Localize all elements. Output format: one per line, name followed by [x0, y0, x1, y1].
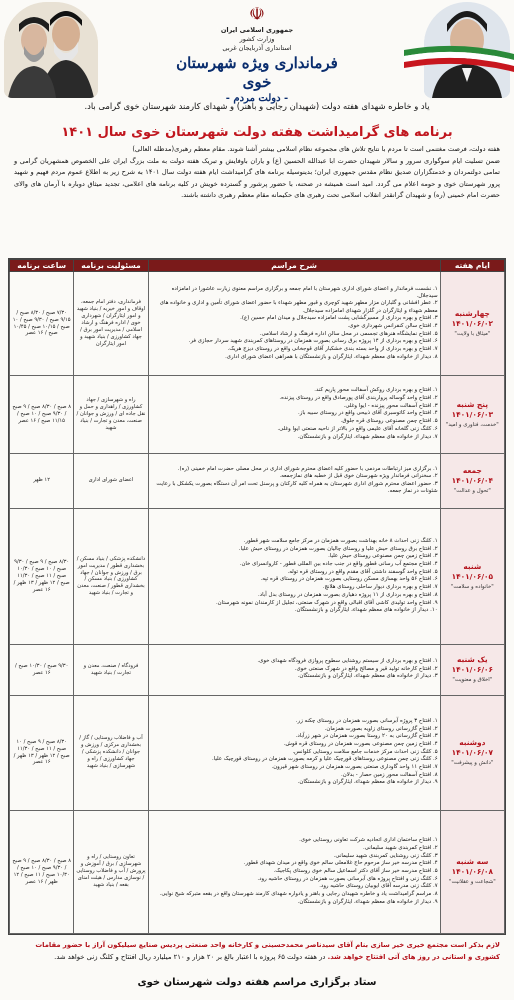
- program-item: ۶. کلنگ زنی و افتتاح پروژه های آبرسانی بصورت همزمان در روستای حاشیه رود.: [257, 875, 438, 882]
- table-row: [10, 453, 505, 509]
- time-cell: ۸/۳۰ صبح / ۹ صبح / ۱۰ صبح / ۱۱ صبح / ۱۱/۳۰ صبح / ۱۲ ظهر / ۱۳ ظهر / ۱۶ عصر: [10, 695, 74, 810]
- program-item: ۲. افتتاح گازرسانی روستای زاویه بصورت همزمان.: [324, 725, 438, 732]
- program-item: ۸. دیدار از خانواده های معظم شهداء، ایثارگران و بازنشستگان با همراهی اعضای شورای اداری.: [225, 353, 438, 360]
- program-item: ۳. کلنگ زنی روشنایی کمربندی شهید سلیمانی.: [333, 852, 438, 859]
- program-item: ۷. افتتاح و بهره برداری دیوار ساحلی روستای هلانچ.: [322, 584, 438, 591]
- program-item: ۱. افتتاح ۳ پروژه آبرسانی بصورت همزمان در روستای چکنه زر.: [295, 717, 438, 724]
- country-name: جمهوری اسلامی ایران: [220, 26, 294, 34]
- program-item: ۲. عطر افشانی و گلباران مزار مطهر شهید کوچری و قبور مطهر شهداء با حضور اعضای شورای تأمین و اداری و خانواده های معظم شهداء و ایثارگران در گلزار شهدای امامزاده سیدجلال.: [159, 300, 438, 314]
- footer-signature: ستاد برگزاری مراسم هفته دولت شهرستان خوی: [137, 977, 377, 988]
- time-cell: ۸/۳۰ صبح / ۹ صبح / ۹/۳۰ صبح / ۱۰ صبح / ۱۰/۳۰ صبح / ۱۱ صبح / ۱۱/۳۰ صبح / ۱۲ ظهر / ۱۳ ظهر / ۱۶ عصر: [10, 509, 74, 645]
- province-office: استانداری آذربایجان غربی: [222, 44, 292, 52]
- table-row: [10, 272, 505, 376]
- day-date: ۱۴۰۱/۰۶/۰۳: [451, 409, 494, 419]
- program-item: ۶. کلنگ زنی گلخانه آقای علیمی واقع در بالاتر از ناحیه صنعتی ایوا وغلی.: [277, 425, 438, 432]
- intro-paragraph: ضمن تسلیت ایام سوگواری سرور و سالار شهیدان حضرت ابا عبدالله الحسین (ع) و یاران باوفایش و تبریک هفته دولت به ملت بزرگ ایران علی الخصوص همشهریان گرامی و تمامی دولتمردان و خدمتگزاران صدیق نظام مقدس جمهوری ایران؛ بدینوسیله برنامه های گرامیداشت ایام هفته دولت سال ۱۴۰۱ به شرح زیر به اطلاع عموم مردم فهیم و شهید پرور شهرستان خوی و حومه اعلام می گردد. امید است همیشه در صحنه، با حضور پرشور و گسترده خویش در کلیه برنامه های اعلامی، تجدید میثاق دوباره با آرمان های والای حضرت امام خمینی (ره) و شهیدان گرانقدر انقلاب اسلامی تحت رهبری های حکیمانه مقام معظم رهبری داشته باشند.: [14, 156, 501, 200]
- day-cell: [440, 695, 504, 810]
- day-date: ۱۴۰۱/۰۶/۰۵: [451, 571, 494, 581]
- responsible-cell: فرمانداری، دفتر امام جمعه، اوقاف و امور خیریه / بنیاد شهید و امور ایثارگران / شهرداری خوی / اداره فرهنگ و ارشاد اسلامی / مدیریت امور برق / جهاد کشاورزی / بنیاد شهید و امور ایثارگران: [74, 272, 148, 376]
- program-item: ۷. افتتاح ۱۱ واحد گاوداری صنعتی بصورت همزمان در روستای شهر قیرون.: [271, 764, 438, 771]
- day-name: شنبه: [463, 561, 482, 571]
- day-date: ۱۴۰۱/۰۶/۰۲: [451, 319, 494, 329]
- program-cell: [148, 810, 440, 933]
- day-date: ۱۴۰۱/۰۶/۰۷: [451, 748, 494, 758]
- program-item: ۹. افتتاح واحد تولیدی کاشی آقای اقبالی واقع در شهرک صنعتی، تجلیل از کارمندان نمونه شهرستان.: [215, 599, 438, 606]
- program-item: ۹. دیدار از خانواده های معظم شهداء، ایثارگران و بازنشستگان.: [297, 898, 438, 905]
- program-item: ۵. کلنگ زنی احداث مرکز خدمات جامع سلامت روستایی کلوانس.: [292, 748, 438, 755]
- program-item: ۱. افتتاح ساختمان اداری اتحادیه شرکت تعاونی روستایی خوی.: [299, 837, 438, 844]
- program-item: ۱. کلنگ زنی احداث ۸ خانه بهداشت بصورت همزمان در مرکز جامع سلامت شهر قطور.: [243, 537, 438, 544]
- program-cell: [148, 644, 440, 695]
- program-item: ۴. افتتاح مجتمع آب رسانی قطور واقع در جنب جاده بین المللی قطور - کاروانسرای خان.: [239, 561, 438, 568]
- ministry-name: وزارت کشور: [239, 35, 275, 43]
- memorial-line: یاد و خاطره شهدای هفته دولت (شهیدان رجایی و باهنر) و شهدای کارمند شهرستان خوی گرامی باد.: [84, 101, 430, 111]
- program-item: ۱۰. دیدار از خانواده های معظم شهداء، ایثارگران و بازنشستگان.: [294, 607, 438, 614]
- time-cell: ۸ صبح / ۸/۳۰ صبح / ۹ صبح / ۹/۳۰ صبح / ۱۰ صبح / ۱۰/۳۰ صبح / ۱۱ صبح / ۱۲ ظهر / ۱۶ عصر: [10, 810, 74, 933]
- day-theme: "خانواده و سلامت": [450, 583, 494, 590]
- table-body: [10, 272, 505, 934]
- program-item: ۴. افتتاح سالن کنفرانس شهرداری خوی.: [347, 323, 438, 330]
- intro-text: [14, 144, 500, 202]
- day-name: سه شنبه: [456, 857, 489, 867]
- program-item: ۳. دیدار از خانواده های معظم شهداء، ایثارگران و بازنشستگان.: [297, 673, 438, 680]
- day-theme: "تحول و عدالت": [453, 488, 491, 495]
- program-item: ۴. افتتاح مدرسه خیر ساز مرحوم حاج غلامعلی سالم خوی واقع در میدان شهدای قطور.: [243, 860, 438, 867]
- program-item: ۷. دیدار از خانواده های معظم شهداء، ایثارگران و بازنشستگان.: [297, 433, 438, 440]
- header-program: شرح مراسم: [148, 260, 440, 272]
- header-time: ساعت برنامه: [10, 260, 74, 272]
- program-item: ۶. کلنگ زنی چمن مصنوعی روستاهای قورچیک علیا و کرمه بصورت همزمان در روستای قورچیک علیا.: [212, 756, 438, 763]
- program-item: ۴. افتتاح واحد کاتوسبری آقای ذبیحی واقع در روستای سبیه باز.: [298, 410, 438, 417]
- program-item: ۴. افتتاح زمین چمن مصنوعی بصورت همزمان در روستای قره قوش.: [283, 740, 438, 747]
- program-item: ۳. افتتاح گازرسانی به ۲۰ روستا بصورت همزمان در شهر زرآباد.: [295, 733, 438, 740]
- intro-quote: هفته دولت، فرصت مغتنمی است تا مردم با نتایج تلاش های مجموعه نظام اسلامی بیشتر آشنا شوند. مقام معظم رهبری(مدظله العالی): [132, 145, 500, 153]
- page-header: [0, 0, 514, 112]
- program-item: ۳. افتتاح و بهره برداری از مسیرگشایی پشت امامزاده سیدجلال و میدان امام حسین (ع).: [240, 315, 438, 322]
- header-day: ایام هفته: [440, 260, 504, 272]
- program-item: ۸. افتتاح آسفالت محور زمین حصار - بدلان.: [341, 771, 438, 778]
- portrait-image-left: [4, 2, 98, 98]
- program-item: ۵. افتتاح واحد گوسفند داشتی آقای مقدم واقع در روستای قره توله.: [287, 568, 438, 575]
- day-theme: "دانش و پیشرفت": [451, 760, 494, 767]
- program-item: ۹. دیدار از خانواده های معظم شهداء، ایثارگران و بازنشستگان.: [297, 779, 438, 786]
- program-item: ۸. افتتاح و بهره برداری از ۱۱ پروژه دهیاری بصورت همزمان در روستای بدل آباد.: [257, 591, 438, 598]
- footer-note-line2: در هفته دولت ۶۵ پروژه با اعتبار بالغ بر ۲۰ هزار و ۲۱۰ میلیارد ریال افتتاح و کلنگ زنی خواهد شد.: [54, 952, 326, 961]
- header-responsible: مسئولیت برنامه: [74, 260, 148, 272]
- responsible-cell: دانشکده پزشکی / بنیاد مسکن / بخشداری قطور / مدیریت امور برق / ورزش و جوانان / جهاد کشاورزی / بنیاد مسکن / بخشداری قطور / صنعت، معدن و تجارت / بنیاد شهید: [74, 509, 148, 645]
- flag-ribbon: [404, 44, 514, 80]
- program-item: ۳. افتتاح زمین چمن مصنوعی روستای حیش علیا.: [328, 553, 438, 560]
- program-item: ۲. افتتاح برق روستای حیش علیا و روستای چالیان بصورت همزمان در روستای حیش علیا.: [238, 545, 438, 552]
- day-date: ۱۴۰۱/۰۶/۰۶: [451, 665, 494, 675]
- program-item: ۷. افتتاح و بهره برداری از واحد بسته بندی خشکبار آقای قوجخانی واقع در روستای دیزج هریک.: [227, 346, 438, 353]
- program-cell: [148, 509, 440, 645]
- document-title: برنامه های گرامیداشت هفته دولت شهرستان خوی سال ۱۴۰۱: [61, 125, 453, 140]
- iran-emblem-icon: ☫: [248, 4, 266, 25]
- program-item: ۱. افتتاح و بهره برداری روکش آسفالت محور پاریم کند.: [314, 387, 438, 394]
- time-cell: ۱۲ ظهر: [10, 453, 74, 509]
- program-item: ۷. کلنگ زنی مدرسه آقای ایوبیان روستای حاشیه رود.: [319, 883, 438, 890]
- footer-note: [14, 940, 500, 963]
- responsible-cell: راه و شهرسازی / جهاد کشاورزی / راهداری و حمل و نقل جاده ای / ورزش و جوانان / صنعت، معدن و تجارت / بنیاد شهید: [74, 376, 148, 453]
- program-item: ۶. افتتاح ۵۶ واحد بهسازی مسکن روستایی بصورت همزمان در روستای قره تپه.: [260, 576, 438, 583]
- governorate-name: فرمانداری ویژه شهرستان خوی: [176, 54, 338, 91]
- program-item: ۲. افتتاح واحد گوساله پرواربندی آقای پورصادق واقع در روستای پیزنده.: [279, 395, 438, 402]
- table-row: [10, 644, 505, 695]
- program-cell: [148, 695, 440, 810]
- program-item: ۸. مراسم گرامیداشت یاد و خاطره شهیدان رجایی و باهنر و یادواره شهدای کارمند شهرستان واقع در بقعه متبرکه شیخ نوایی.: [159, 891, 438, 898]
- day-name: چهارشنبه: [454, 309, 490, 319]
- day-cell: [440, 453, 504, 509]
- program-cell: [148, 376, 440, 453]
- program-item: ۲. افتتاح کارخانه تولید قیر و مصالح واقع در شهرک صنعتی خوی.: [294, 665, 438, 672]
- program-item: ۱. برگزاری میز ارتباطات مردمی با حضور کلیه اعضای محترم شورای اداری در محل مصلی حضرت امام خمینی (ره).: [177, 465, 438, 472]
- program-item: ۱. نشست فرماندار و اعضای شورای اداری شهرستان با امام جمعه و برگزاری مراسم معنوی زیارت عاشورا در امامزاده سیدجلال.: [171, 285, 438, 299]
- table-row: [10, 509, 505, 645]
- day-theme: "خدمت، فناوری و امید": [445, 421, 499, 428]
- time-cell: ۹/۳۰ صبح / ۱۰/۳۰ صبح / ۱۶ عصر: [10, 644, 74, 695]
- slogan: - دولت مردم -: [225, 93, 289, 104]
- responsible-cell: فرودگاه / صنعت، معدن و تجارت / بنیاد شهید: [74, 644, 148, 695]
- time-cell: ۸ صبح / ۸/۳۰ صبح / ۹ صبح / ۹/۳۰ صبح / ۱۰ صبح / ۱۱/۱۵ صبح / ۱۶ عصر: [10, 376, 74, 453]
- organization-block: [160, 26, 354, 105]
- day-cell: [440, 810, 504, 933]
- program-item: ۵. افتتاح مدرسه خیر ساز آقای دکتر اسماعیل سالم خوی روستای پکاجیک.: [273, 867, 438, 874]
- program-item: ۶. افتتاح و بهره برداری از ۱۴ پروژه برق رسانی بصورت همزمان در روستاهای کمربندی شهید سردار حجازی فر.: [188, 338, 438, 345]
- leaders-portrait: [4, 2, 98, 98]
- table-header-row: [10, 260, 505, 272]
- day-date: ۱۴۰۱/۰۶/۰۸: [451, 867, 494, 877]
- program-item: ۵. افتتاح چمن مصنوعی روستای قره جلوق.: [340, 418, 438, 425]
- day-theme: "شجاعت و عقلانیت": [448, 879, 496, 886]
- day-name: پنج شنبه: [456, 399, 489, 409]
- day-name: دوشنبه: [459, 738, 486, 748]
- day-cell: [440, 644, 504, 695]
- program-cell: [148, 453, 440, 509]
- day-theme: "میثاق با ولایت": [454, 331, 491, 338]
- day-name: جمعه: [462, 466, 482, 476]
- day-name: یک شنبه: [456, 655, 488, 665]
- day-cell: [440, 509, 504, 645]
- day-cell: [440, 376, 504, 453]
- program-item: ۵. افتتاح نمایشگاه هنرهای تجسمی در محل سالن اداره فرهنگ و ارشاد اسلامی.: [259, 330, 438, 337]
- table-row: [10, 695, 505, 810]
- responsible-cell: تعاون روستایی / راه و شهرسازی / برق / آموزش و پرورش / آب و فاضلاب روستایی / نوسازی مدارس / هیئت امنای بقعه / بنیاد شهید: [74, 810, 148, 933]
- responsible-cell: آب و فاضلاب روستایی / گاز / بخشداری مرکزی / ورزش و جوانان / دانشکده پزشکی / جهاد کشاورزی / راه و شهرسازی / بنیاد شهید: [74, 695, 148, 810]
- day-date: ۱۴۰۱/۰۶/۰۴: [451, 476, 494, 486]
- responsible-cell: اعضای شورای اداری: [74, 453, 148, 509]
- time-cell: ۷/۳۰ صبح / ۸/۳۰ صبح / ۹/۱۵ صبح / ۹/۳۰ صبح / ۱۰ صبح / ۱۰/۱۵ صبح / ۱۰/۴۵ صبح / ۱۶ عصر: [10, 272, 74, 376]
- program-item: ۳. افتتاح آسفالت محور پیزنده - ایوا وغلی.: [343, 402, 438, 409]
- program-item: ۲. افتتاح کمربندی شهید سلیمانی.: [363, 844, 438, 851]
- table-row: [10, 376, 505, 453]
- program-table: [8, 258, 506, 935]
- day-theme: "اخلاق و معنویت": [452, 677, 493, 684]
- day-cell: [440, 272, 504, 376]
- program-item: ۳. حضور اعضای محترم شورای اداری شهرستان به همراه کلیه کارکنان و پرسنل تحت امر آن دستگاه بصورت یکشکل با رعایت شئونات در نماز جمعه.: [156, 481, 438, 495]
- footer-note-line1: لازم بذکر است مجتمع خیری خیر سازی بنام آقای سیدناصر محمدحسینی و کارخانه واحد صنعتی پردیس صنایع سیلیکون آراز با حضور مقامات کشوری و استانی در روز های آتی افتتاح خواهد شد.: [35, 941, 500, 961]
- program-item: ۱. افتتاح و بهره برداری از سیستم روشنایی سطوح پروازی فرودگاه شهدای خوی.: [257, 658, 438, 665]
- program-cell: [148, 272, 440, 376]
- table-row: [10, 810, 505, 933]
- program-item: ۲. سخنرانی فرماندار ویژه شهرستان خوی قبل از خطبه های نمازجمعه.: [279, 473, 438, 480]
